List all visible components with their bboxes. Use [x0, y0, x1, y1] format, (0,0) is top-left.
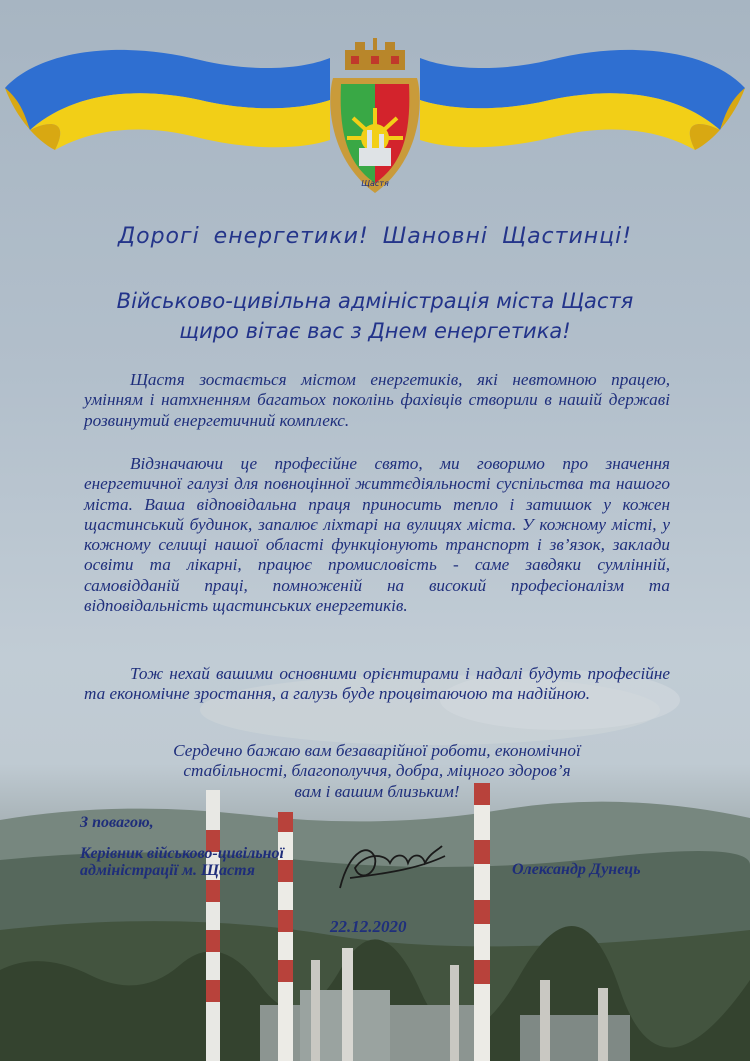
paragraph-3-text: Тож нехай вашими основними орієнтирами і надалі будуть професійне та економічне зростання, а галузь буде процвітаючою та надійною.: [84, 664, 670, 704]
heading-line-2: щиро вітає вас з Днем енергетика!: [179, 319, 571, 343]
heading-line-1: Військово-цивільна адміністрація міста Щастя: [116, 289, 634, 313]
signatory-position: [80, 845, 284, 879]
greeting-title: Дорогі енергетики! Шановні Щастинці!: [117, 224, 633, 249]
chimney: [474, 783, 490, 1061]
paragraph-2-text: Відзначаючи це професійне свято, ми говоримо про значення енергетичної галузі для повноцінної життєдіяльності суспільства та нашого міста. Ваша відповідальна праця приносить тепло і затишок у кожен щастинський будинок, запалює ліхтарі на вулицях міста. У кожному місті, у кожному селищі нашої області функціонують транспорт і зв’язок, заклади освіти та лікарні, працює промисловість - саме завдяки сумлінній, самовідданій праці, помноженій на високий професіоналізм та відповідальність щастинських енергетиків.: [84, 454, 670, 616]
position-line-2: адміністрації м. Щастя: [80, 862, 255, 879]
document-date: 22.12.2020: [330, 917, 407, 936]
page-heading: [0, 286, 750, 346]
city-coat-of-arms: [315, 38, 435, 198]
paragraph-1: [84, 370, 670, 431]
paragraph-1-text: Щастя зостається містом енергетиків, які невтомною працею, умінням і натхненням багатьох поколінь фахівців створили в нашій державі розвинутий енергетичний комплекс.: [84, 370, 670, 430]
paragraph-3: [84, 664, 670, 705]
paragraph-2: [84, 454, 670, 616]
wishes-block: [84, 741, 670, 802]
wishes-line-1: Сердечно бажаю вам безаварійної роботи, економічної: [173, 741, 581, 760]
wishes-line-2: стабільності, благополуччя, добра, міцного здоров’я: [183, 761, 571, 781]
chimney: [206, 790, 220, 1061]
wishes-line-3: вам і вашим близьким!: [294, 781, 460, 801]
signatory-name: Олександр Дунець: [512, 861, 641, 878]
emblem-caption: Щастя: [361, 179, 389, 188]
closing: З повагою,: [80, 814, 154, 831]
signature-image: [330, 838, 450, 898]
position-line-1: Керівник військово-цивільної: [80, 845, 284, 862]
